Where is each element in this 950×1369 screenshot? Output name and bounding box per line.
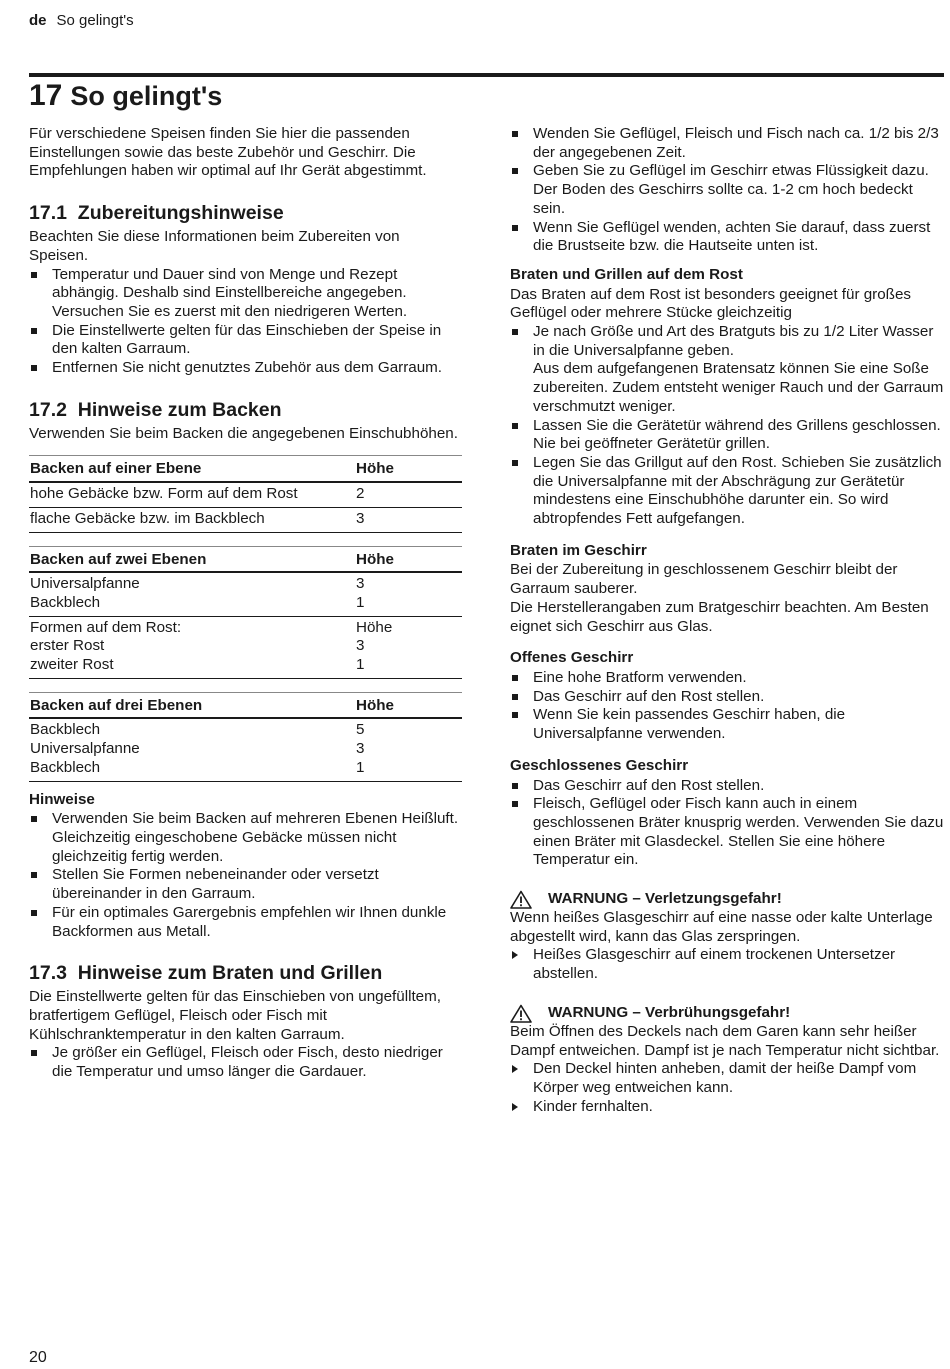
section-17-3-list-left [29, 1044, 462, 1081]
cell-line: 1 [356, 758, 365, 776]
table-header-cell: Höhe [355, 456, 462, 482]
table-cell [355, 572, 462, 616]
cell-line: zweiter Rost [30, 656, 114, 674]
table-header-cell: Höhe [355, 692, 462, 718]
section-17-1-heading [29, 201, 462, 225]
table-cell: flache Gebäcke bzw. im Backblech [29, 507, 355, 532]
geschirr-text-2: Die Herstellerangaben zum Bratgeschirr beachten. Am Besten eignet sich Geschirr aus Glas. [510, 598, 929, 635]
list-item: Kinder fernhalten. [510, 1098, 944, 1117]
table-cell [29, 616, 355, 678]
list-item: Eine hohe Bratform verwenden. [510, 669, 944, 688]
list-item-text: Lassen Sie die Gerätetür während des Grillens geschlossen. [533, 416, 941, 434]
section-number: 17.1 [29, 202, 67, 225]
table-cell: 2 [355, 482, 462, 507]
section-17-1-list [29, 266, 462, 378]
geschlossenes-geschirr-heading: Geschlossenes Geschirr [510, 756, 689, 774]
list-item-text: Je nach Größe und Art des Bratguts bis zu 1/2 Liter Wasser in die Universalpfanne geben. [533, 323, 934, 359]
section-17-2-text: Verwenden Sie beim Backen die angegebenen Einschubhöhen. [29, 424, 458, 442]
section-title: Hinweise zum Braten und Grillen [77, 962, 383, 985]
cell-line: Backblech [30, 593, 101, 611]
header-rule [29, 73, 944, 77]
cell-line: erster Rost [30, 637, 105, 655]
geschirr-heading: Braten im Geschirr [510, 541, 647, 559]
list-item: Je größer ein Geflügel, Fleisch oder Fisch, desto niedriger die Temperatur und umso länger die Gardauer. [29, 1044, 462, 1081]
table-header-row [29, 692, 462, 718]
notes-list [29, 810, 462, 941]
section-title: Hinweise zum Backen [77, 398, 282, 421]
cell-line: Formen auf dem Rost: [30, 618, 182, 636]
geschlossenes-geschirr-list [510, 777, 944, 871]
table-one-level [29, 455, 462, 532]
list-item: Geben Sie zu Geflügel im Geschirr etwas Flüssigkeit dazu. Der Boden des Geschirrs sollte ca. 1-2 cm hoch bedeckt sein. [510, 162, 944, 218]
rost-heading: Braten und Grillen auf dem Rost [510, 265, 743, 283]
warning-title: WARNUNG – Verbrühungsgefahr! [548, 1003, 791, 1021]
cell-line: 1 [356, 593, 365, 611]
list-item: Entfernen Sie nicht genutztes Zubehör aus dem Garraum. [29, 359, 462, 378]
table-header-cell: Backen auf drei Ebenen [29, 692, 355, 718]
warning-actions [510, 1060, 944, 1116]
rost-list [510, 323, 944, 529]
list-item: Für ein optimales Garergebnis empfehlen wir Ihnen dunkle Backformen aus Metall. [29, 904, 462, 941]
cell-line: Universalpfanne [30, 740, 140, 758]
language-code: de [29, 12, 47, 29]
section-17-3-text: Die Einstellwerte gelten für das Einschieben von ungefülltem, bratfertigem Geflügel, Fleisch oder Fisch mit Kühlschranktemperatur in den kalten Garraum. [29, 988, 441, 1043]
intro-paragraph: Für verschiedene Speisen finden Sie hier die passenden Einstellungen sowie das beste Zubehör und Geschirr. Die Empfehlungen haben wir optimal auf Ihr Gerät abgestimmt. [29, 125, 427, 180]
page-number: 20 [29, 1349, 47, 1366]
table-two-levels [29, 546, 462, 679]
list-item: Das Geschirr auf den Rost stellen. [510, 777, 944, 796]
table-row [29, 507, 462, 532]
offenes-geschirr-list [510, 669, 944, 744]
table-header-row [29, 546, 462, 572]
list-item-continuation: Nie bei geöffneter Gerätetür grillen. [533, 435, 770, 453]
section-17-2-heading [29, 398, 462, 422]
list-item: Die Einstellwerte gelten für das Einschieben der Speise in den kalten Garraum. [29, 322, 462, 359]
list-item-continuation: Aus dem aufgefangenen Bratensatz können Sie eine Soße zubereiten. Zudem entsteht weniger Rauch und der Garraum verschmutzt weniger. [533, 360, 944, 415]
list-item: Den Deckel hinten anheben, damit der heiße Dampf vom Körper weg entweichen kann. [510, 1060, 944, 1097]
cell-line: 3 [356, 637, 365, 655]
section-17-3-list-right [510, 125, 944, 256]
table-row [29, 718, 462, 781]
table-cell [355, 718, 462, 781]
table-cell [355, 616, 462, 678]
list-item: Wenn Sie kein passendes Geschirr haben, die Universalpfanne verwenden. [510, 706, 944, 743]
cell-line: 5 [356, 721, 365, 739]
warning-triangle-icon [510, 1004, 532, 1023]
table-cell [29, 718, 355, 781]
cell-line: 3 [356, 575, 365, 593]
section-17-3-heading [29, 961, 462, 985]
list-item: Stellen Sie Formen nebeneinander oder versetzt übereinander in den Garraum. [29, 866, 462, 903]
list-item: Das Geschirr auf den Rost stellen. [510, 688, 944, 707]
list-item: Heißes Glasgeschirr auf einem trockenen Untersetzer abstellen. [510, 946, 944, 983]
table-row [29, 482, 462, 507]
section-17-1-text: Beachten Sie diese Informationen beim Zubereiten von Speisen. [29, 228, 400, 264]
warning-heading-injury [510, 890, 944, 909]
chapter-title-text: So gelingt's [70, 81, 223, 111]
list-item: Verwenden Sie beim Backen auf mehreren Ebenen Heißluft. Gleichzeitig eingeschobene Gebäcke müssen nicht gleichzeitig fertig werden. [29, 810, 462, 866]
cell-line: 1 [356, 656, 365, 674]
table-header-cell: Höhe [355, 546, 462, 572]
table-header-row [29, 456, 462, 482]
warning-title: WARNUNG – Verletzungsgefahr! [548, 890, 782, 908]
section-title: Zubereitungshinweise [77, 202, 284, 225]
list-item [510, 417, 944, 454]
table-row [29, 572, 462, 616]
table-cell: hohe Gebäcke bzw. Form auf dem Rost [29, 482, 355, 507]
cell-line: Backblech [30, 758, 101, 776]
geschirr-text-1: Bei der Zubereitung in geschlossenem Geschirr bleibt der Garraum sauberer. [510, 561, 898, 598]
warning-heading-scald [510, 1004, 944, 1023]
warning-text: Beim Öffnen des Deckels nach dem Garen kann sehr heißer Dampf entweichen. Dampf ist je nach Temperatur nicht sichtbar. [510, 1022, 940, 1059]
notes-heading: Hinweise [29, 790, 95, 808]
cell-line: Höhe [356, 618, 393, 636]
warning-triangle-icon [510, 890, 532, 909]
list-item: Fleisch, Geflügel oder Fisch kann auch in einem geschlossenen Bräter knusprig werden. Verwenden Sie dazu einen Bräter mit Glasdeckel. Stellen Sie eine höhere Temperatur ein. [510, 795, 944, 870]
running-header [29, 12, 134, 31]
chapter-number: 17 [29, 79, 63, 112]
list-item: Temperatur und Dauer sind von Menge und Rezept abhängig. Deshalb sind Einstellbereiche angegeben. Versuchen Sie es zuerst mit den niedrigeren Werten. [29, 266, 462, 322]
left-column [29, 125, 462, 1082]
warning-actions [510, 946, 944, 983]
warning-text: Wenn heißes Glasgeschirr auf eine nasse oder kalte Unterlage abgestellt wird, kann das Glas zerspringen. [510, 909, 933, 945]
cell-line: 3 [356, 740, 365, 758]
list-item: Legen Sie das Grillgut auf den Rost. Schieben Sie zusätzlich die Universalpfanne mit der Abschrägung zur Gerätetür mindestens eine Einschubhöhe darunter ein. So wird abtropfendes Fett aufgefangen. [510, 454, 944, 529]
rost-text: Das Braten auf dem Rost ist besonders geeignet für großes Geflügel oder mehrere Stücke gleichzeitig [510, 285, 911, 322]
table-row [29, 616, 462, 678]
table-cell: 3 [355, 507, 462, 532]
table-header-cell: Backen auf einer Ebene [29, 456, 355, 482]
list-item: Wenden Sie Geflügel, Fleisch und Fisch nach ca. 1/2 bis 2/3 der angegebenen Zeit. [510, 125, 944, 162]
table-cell [29, 572, 355, 616]
chapter-title [29, 79, 222, 113]
section-number: 17.3 [29, 962, 67, 985]
list-item: Wenn Sie Geflügel wenden, achten Sie darauf, dass zuerst die Brustseite bzw. die Hautseite unten ist. [510, 219, 944, 256]
list-item [510, 323, 944, 417]
table-three-levels [29, 692, 462, 782]
cell-line: Universalpfanne [30, 575, 140, 593]
running-header-title: So gelingt's [56, 12, 134, 29]
table-header-cell: Backen auf zwei Ebenen [29, 546, 355, 572]
offenes-geschirr-heading: Offenes Geschirr [510, 649, 634, 667]
right-column [510, 125, 944, 1116]
cell-line: Backblech [30, 721, 101, 739]
section-number: 17.2 [29, 398, 67, 421]
